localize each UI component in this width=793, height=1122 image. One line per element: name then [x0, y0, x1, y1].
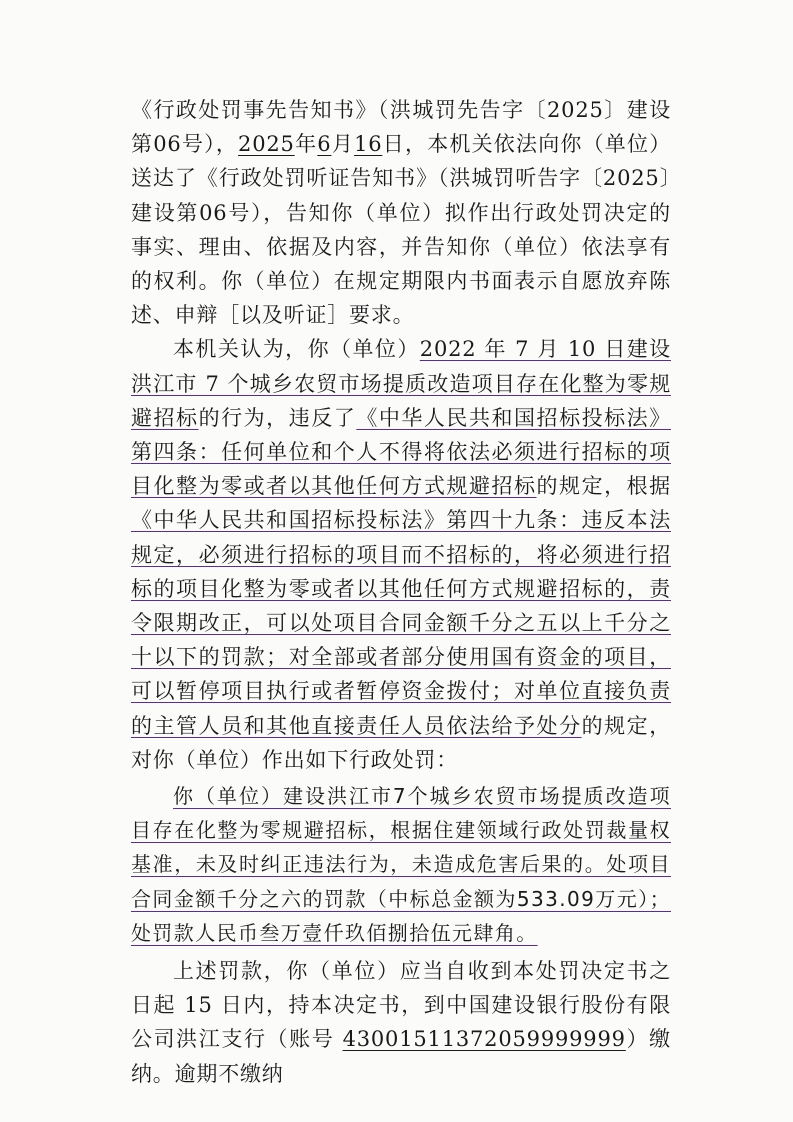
- text-segment: ）缴纳。逾期不缴纳: [131, 1027, 671, 1086]
- text-segment: 年: [294, 132, 318, 157]
- penalty-decision-text: 你（单位）建设洪江市7个城乡农贸市场提质改造项目存在化整为零规避招标，根据住建领域行政处罚裁量权基准，未及时纠正违法行为，未造成危害后果的。处项目合同金额千分之六的罚款（中标总金额为533.09万元）；处罚款人民币叁万壹仟玖佰捌拾伍元肆角。: [131, 784, 671, 945]
- violation-fact-underlined: 2022 年 7 月 10 日建设洪江市 7 个城乡农贸市场提质改造项目存在化整为零规避招标: [131, 337, 671, 430]
- text-segment: 的规定，对你（单位）作出如下行政处罚：: [131, 713, 672, 772]
- penalty-law-underlined: 《中华人民共和国招标投标法》第四十九条：违反本法规定，必须进行招标的项目而不招标的，将必须进行招标的项目化整为零或者以其他任何方式规避招标的，责令限期改正，可以处项目合同金额千分之五以上千分之十以下的罚款；对全部或者部分使用国有资金的项目，可以暂停项目执行或者暂停资金拨付；对单位直接负责的主管人员和其他直接责任人员依法给予处分: [131, 508, 671, 738]
- text-segment: 月: [331, 132, 355, 157]
- paragraph-violation-basis: [131, 332, 671, 777]
- text-segment: 本机关认为，你（单位）: [173, 337, 420, 362]
- date-day: 16: [354, 132, 383, 157]
- text-segment: 的行为，违反了: [198, 405, 357, 430]
- bank-account-number: 43001511372059999999: [342, 1027, 626, 1052]
- paragraph-payment-instructions: [131, 954, 671, 1091]
- date-year: 2025: [238, 132, 295, 157]
- text-segment: 的规定，根据: [536, 474, 671, 499]
- text-segment: 《行政处罚事先告知书》（洪城罚先告字〔2025〕建设第06号），: [131, 98, 671, 157]
- violated-law-underlined: 《中华人民共和国招标投标法》第四条：任何单位和个人不得将依法必须进行招标的项目化整为零或者以其他任何方式规避招标: [131, 405, 671, 499]
- text-segment: 上述罚款，你（单位）应当自收到本处罚决定书之日起 15 日内，持本决定书，到中国建设银行股份有限公司洪江支行（账号: [131, 959, 671, 1052]
- paragraph-notice-history: [131, 93, 671, 332]
- decision-document-body: [131, 93, 671, 1091]
- text-segment: 日，本机关依法向你（单位）送达了《行政处罚听证告知书》（洪城罚听告字〔2025〕建设第06号），告知你（单位）拟作出行政处罚决定的事实、理由、依据及内容，并告知你（单位）依法享有的权利。你（单位）在规定期限内书面表示自愿放弃陈述、申辩［以及听证］要求。: [131, 132, 671, 328]
- paragraph-penalty-decision: [131, 779, 671, 950]
- date-month: 6: [317, 132, 332, 157]
